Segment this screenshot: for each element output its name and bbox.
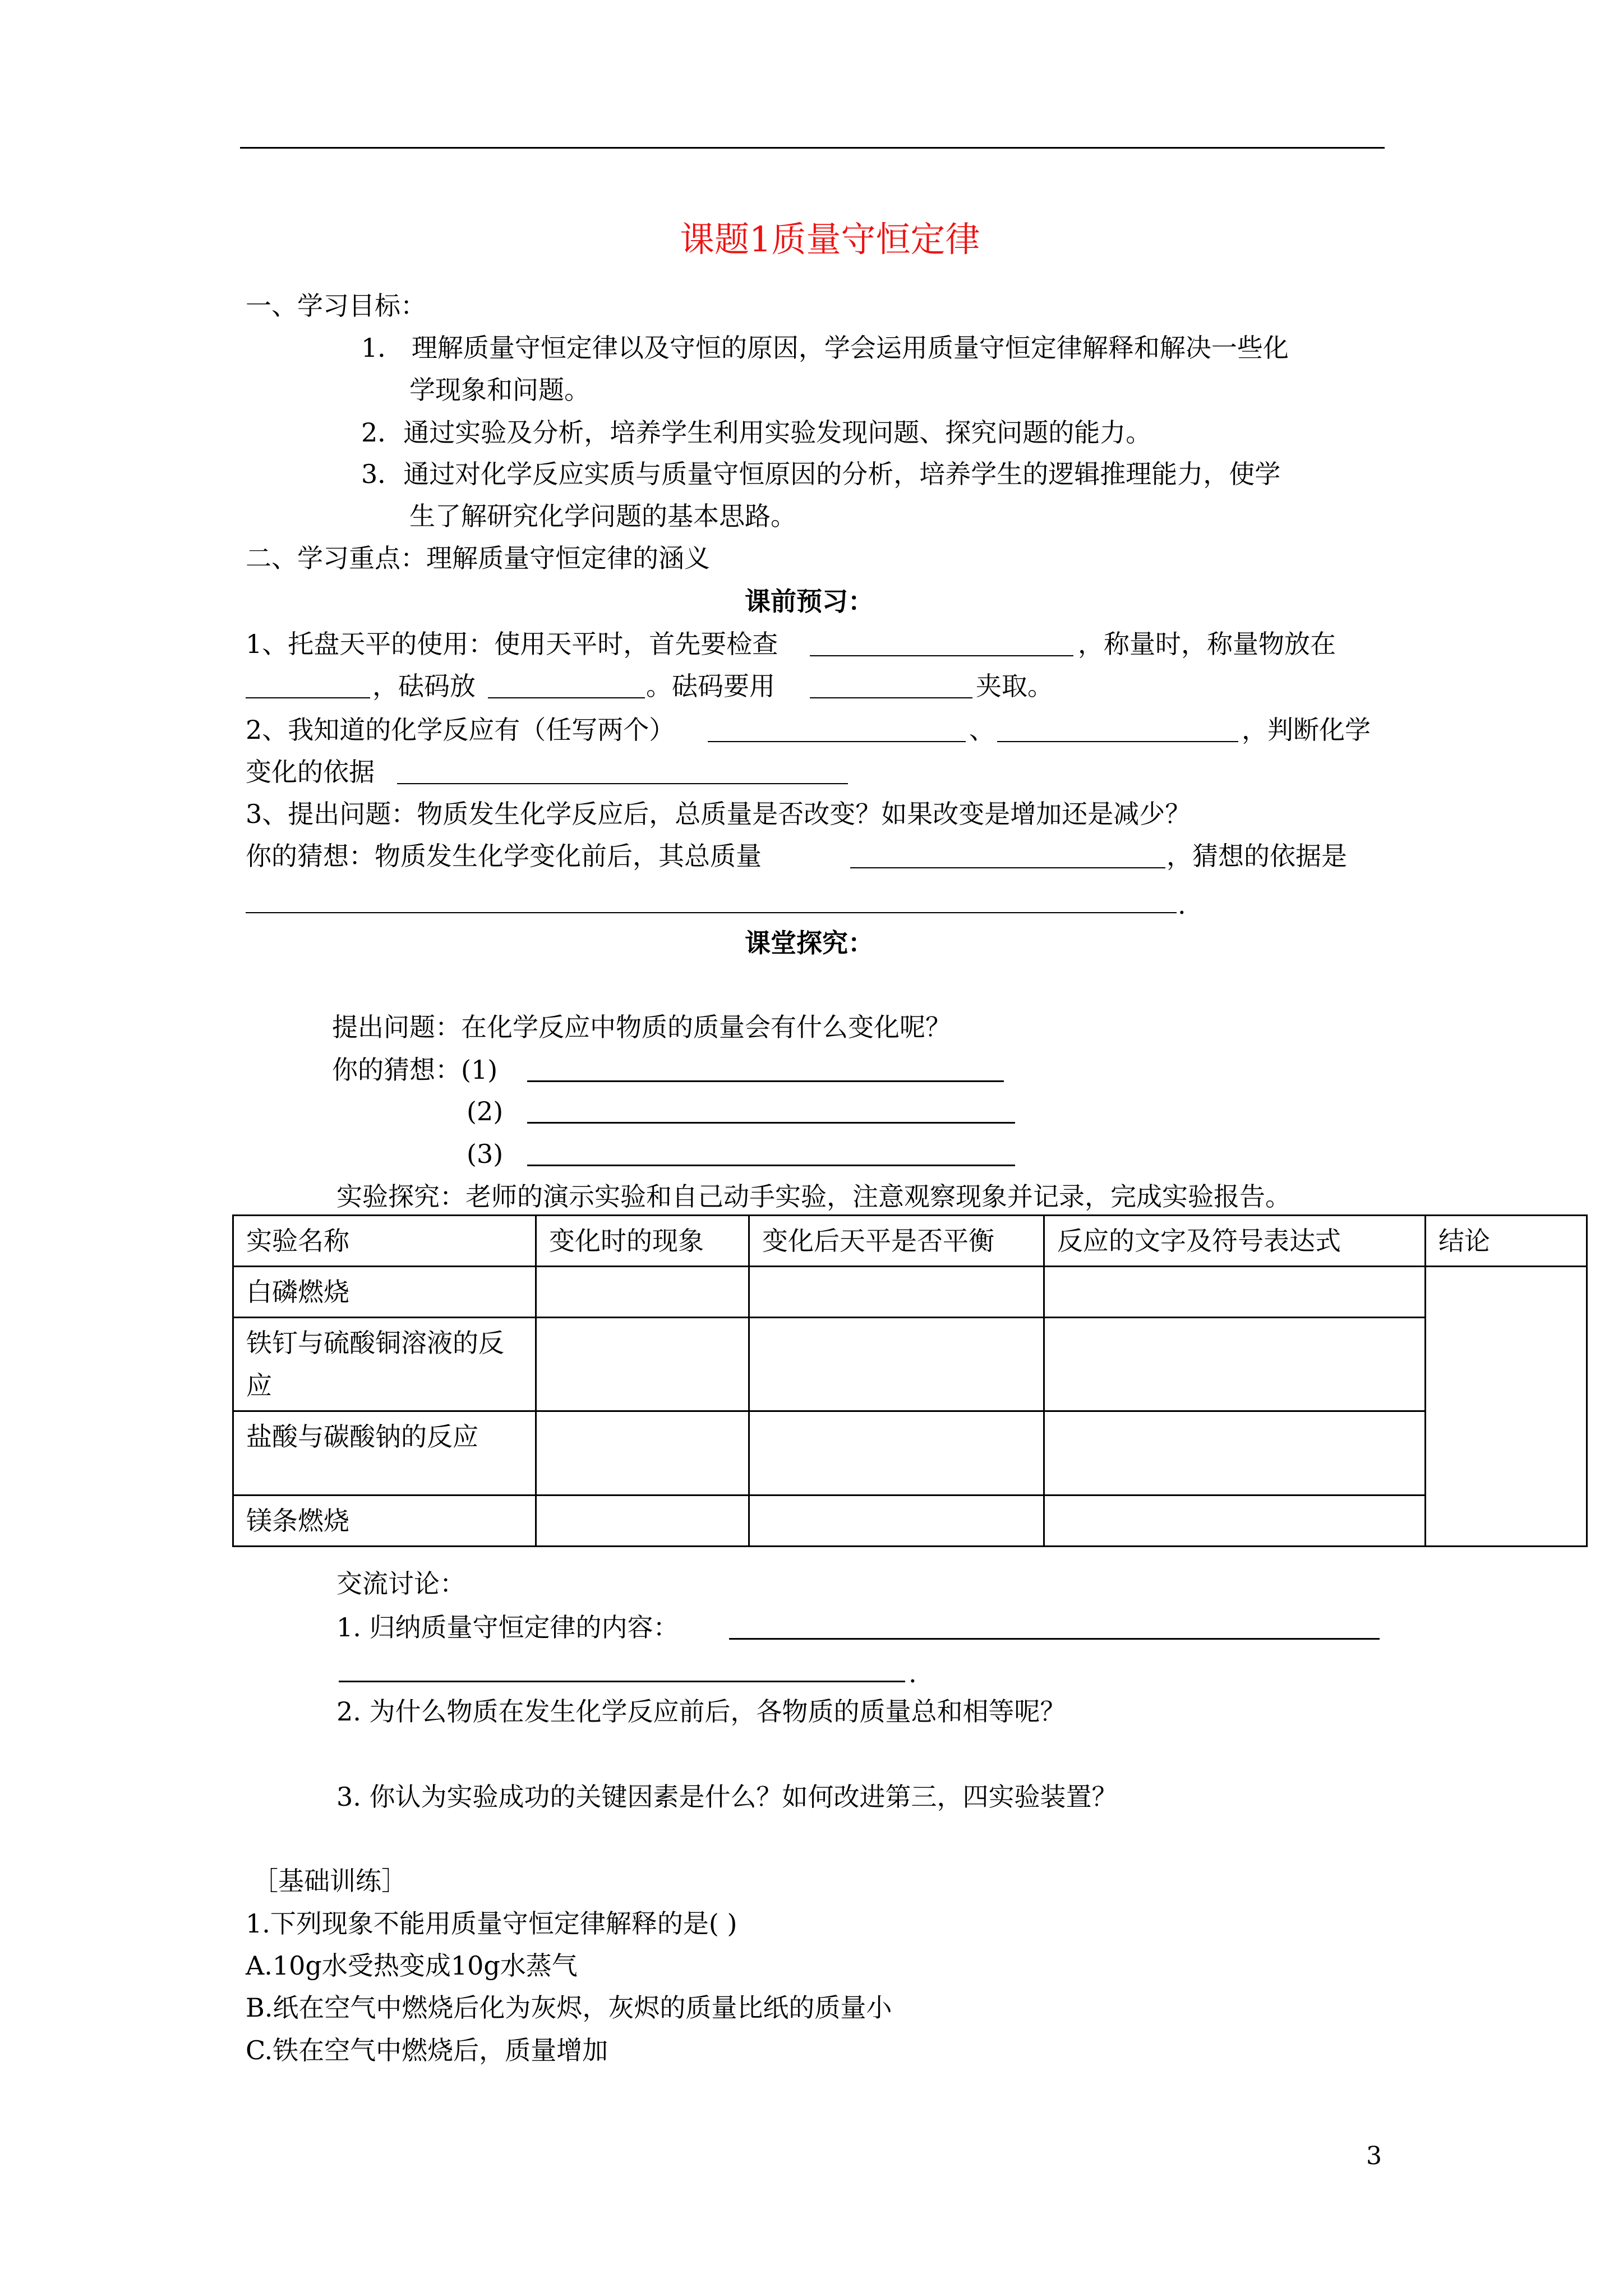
preview-q2-text: 2、我知道的化学反应有（任写两个） bbox=[246, 715, 675, 745]
row-name-white-phosphorus: 白磷燃烧 bbox=[233, 1267, 536, 1318]
preview-q1-text-5: 夹取。 bbox=[976, 671, 1053, 701]
inquiry-guess-label: 你的猜想：(1) bbox=[332, 1055, 498, 1085]
blank-guess-basis[interactable] bbox=[246, 912, 1177, 913]
training-question-1: 1.下列现象不能用质量守恒定律解释的是( ) bbox=[246, 1908, 737, 1939]
table-row bbox=[233, 1318, 1587, 1411]
preview-q1-text: 1、托盘天平的使用：使用天平时，首先要检查 bbox=[246, 629, 778, 659]
cell-phenomenon[interactable] bbox=[536, 1267, 749, 1318]
row-name-hcl-sodium-carbonate: 盐酸与碳酸钠的反应 bbox=[233, 1411, 536, 1496]
table-header-row bbox=[233, 1216, 1587, 1267]
inquiry-question: 提出问题：在化学反应中物质的质量会有什么变化呢？ bbox=[332, 1012, 951, 1042]
blank-reaction-1[interactable] bbox=[708, 741, 966, 742]
blank-law-content-2[interactable] bbox=[339, 1681, 905, 1682]
table-row bbox=[233, 1267, 1587, 1318]
inquiry-guess-2: (2) bbox=[467, 1096, 504, 1126]
inquiry-heading: 课堂探究： bbox=[745, 928, 874, 958]
preview-q3-end: . bbox=[1178, 890, 1186, 920]
row-name-magnesium: 镁条燃烧 bbox=[233, 1496, 536, 1547]
preview-q3-guess: 你的猜想：物质发生化学变化前后，其总质量 bbox=[246, 841, 762, 871]
blank-guess-2[interactable] bbox=[527, 1122, 1015, 1124]
inquiry-experiment: 实验探究：老师的演示实验和自己动手实验，注意观察现象并记录，完成实验报告。 bbox=[336, 1181, 1291, 1212]
goal-3-line-1: 3．通过对化学反应实质与质量守恒原因的分析，培养学生的逻辑推理能力，使学 bbox=[361, 459, 1281, 489]
preview-heading: 课前预习： bbox=[745, 586, 874, 616]
preview-q2-text-3: 变化的依据 bbox=[246, 757, 375, 787]
table-row bbox=[233, 1496, 1587, 1547]
inquiry-guess-3: (3) bbox=[467, 1139, 504, 1169]
cell-expression[interactable] bbox=[1044, 1318, 1426, 1411]
discussion-item-3: 3. 你认为实验成功的关键因素是什么？如何改进第三，四实验装置？ bbox=[336, 1782, 1118, 1812]
cell-phenomenon[interactable] bbox=[536, 1496, 749, 1547]
cell-balance[interactable] bbox=[749, 1267, 1044, 1318]
header-phenomenon: 变化时的现象 bbox=[536, 1216, 749, 1267]
table-row bbox=[233, 1411, 1587, 1496]
page-number: 3 bbox=[1366, 2142, 1382, 2170]
section-heading-goals: 一、学习目标： bbox=[246, 291, 426, 321]
blank-reaction-2[interactable] bbox=[997, 741, 1238, 742]
discussion-heading: 交流讨论： bbox=[336, 1568, 465, 1599]
discussion-item-1-end: . bbox=[909, 1658, 917, 1688]
preview-q3-basis: ，猜想的依据是 bbox=[1166, 841, 1347, 871]
preview-q3-text: 3、提出问题：物质发生化学反应后，总质量是否改变？如果改变是增加还是减少？ bbox=[246, 799, 1191, 829]
preview-q1-text-3: ，砝码放 bbox=[372, 671, 476, 701]
training-option-a: A.10g水受热变成10g水蒸气 bbox=[246, 1950, 578, 1981]
page-title: 课题1质量守恒定律 bbox=[680, 219, 980, 260]
blank-check-balance[interactable] bbox=[810, 655, 1073, 656]
discussion-item-2: 2. 为什么物质在发生化学反应前后，各物质的质量总和相等呢？ bbox=[336, 1696, 1066, 1727]
cell-phenomenon[interactable] bbox=[536, 1411, 749, 1496]
blank-guess-3[interactable] bbox=[527, 1165, 1015, 1166]
blank-total-mass[interactable] bbox=[850, 867, 1165, 868]
preview-q1-text-2: ，称量时，称量物放在 bbox=[1078, 629, 1336, 659]
cell-balance[interactable] bbox=[749, 1496, 1044, 1547]
goal-3-line-2: 生了解研究化学问题的基本思路。 bbox=[409, 501, 796, 531]
goal-1-line-1: 1． 理解质量守恒定律以及守恒的原因，学会运用质量守恒定律解释和解决一些化 bbox=[361, 333, 1289, 363]
header-expression: 反应的文字及符号表达式 bbox=[1044, 1216, 1426, 1267]
cell-phenomenon[interactable] bbox=[536, 1318, 749, 1411]
cell-balance[interactable] bbox=[749, 1318, 1044, 1411]
cell-expression[interactable] bbox=[1044, 1496, 1426, 1547]
blank-object-pan[interactable] bbox=[246, 697, 370, 698]
cell-expression[interactable] bbox=[1044, 1267, 1426, 1318]
section-key-points: 二、学习重点：理解质量守恒定律的涵义 bbox=[246, 543, 710, 573]
row-name-iron-copper-sulfate: 铁钉与硫酸铜溶液的反应 bbox=[233, 1318, 536, 1411]
training-option-c: C.铁在空气中燃烧后，质量增加 bbox=[246, 2035, 608, 2065]
experiment-table bbox=[232, 1214, 1588, 1547]
header-balance: 变化后天平是否平衡 bbox=[749, 1216, 1044, 1267]
cell-balance[interactable] bbox=[749, 1411, 1044, 1496]
header-rule bbox=[240, 147, 1385, 149]
goal-2: 2．通过实验及分析，培养学生利用实验发现问题、探究问题的能力。 bbox=[361, 417, 1152, 448]
discussion-item-1: 1. 归纳质量守恒定律的内容： bbox=[336, 1612, 679, 1642]
blank-change-basis[interactable] bbox=[397, 783, 848, 784]
preview-q2-text-2: ，判断化学 bbox=[1242, 715, 1371, 745]
training-option-b: B.纸在空气中燃烧后化为灰烬，灰烬的质量比纸的质量小 bbox=[246, 1993, 892, 2023]
blank-guess-1[interactable] bbox=[527, 1080, 1004, 1082]
preview-q2-sep: 、 bbox=[969, 715, 995, 745]
blank-weight-pan[interactable] bbox=[488, 697, 645, 698]
blank-weight-tool[interactable] bbox=[810, 697, 972, 698]
cell-conclusion[interactable] bbox=[1426, 1267, 1587, 1547]
training-heading: ［基础训练］ bbox=[252, 1866, 407, 1896]
header-conclusion: 结论 bbox=[1426, 1216, 1587, 1267]
goal-1-line-2: 学现象和问题。 bbox=[409, 375, 590, 405]
cell-expression[interactable] bbox=[1044, 1411, 1426, 1496]
header-experiment-name: 实验名称 bbox=[233, 1216, 536, 1267]
preview-q1-text-4: 。砝码要用 bbox=[646, 671, 775, 701]
blank-law-content-1[interactable] bbox=[729, 1638, 1380, 1640]
